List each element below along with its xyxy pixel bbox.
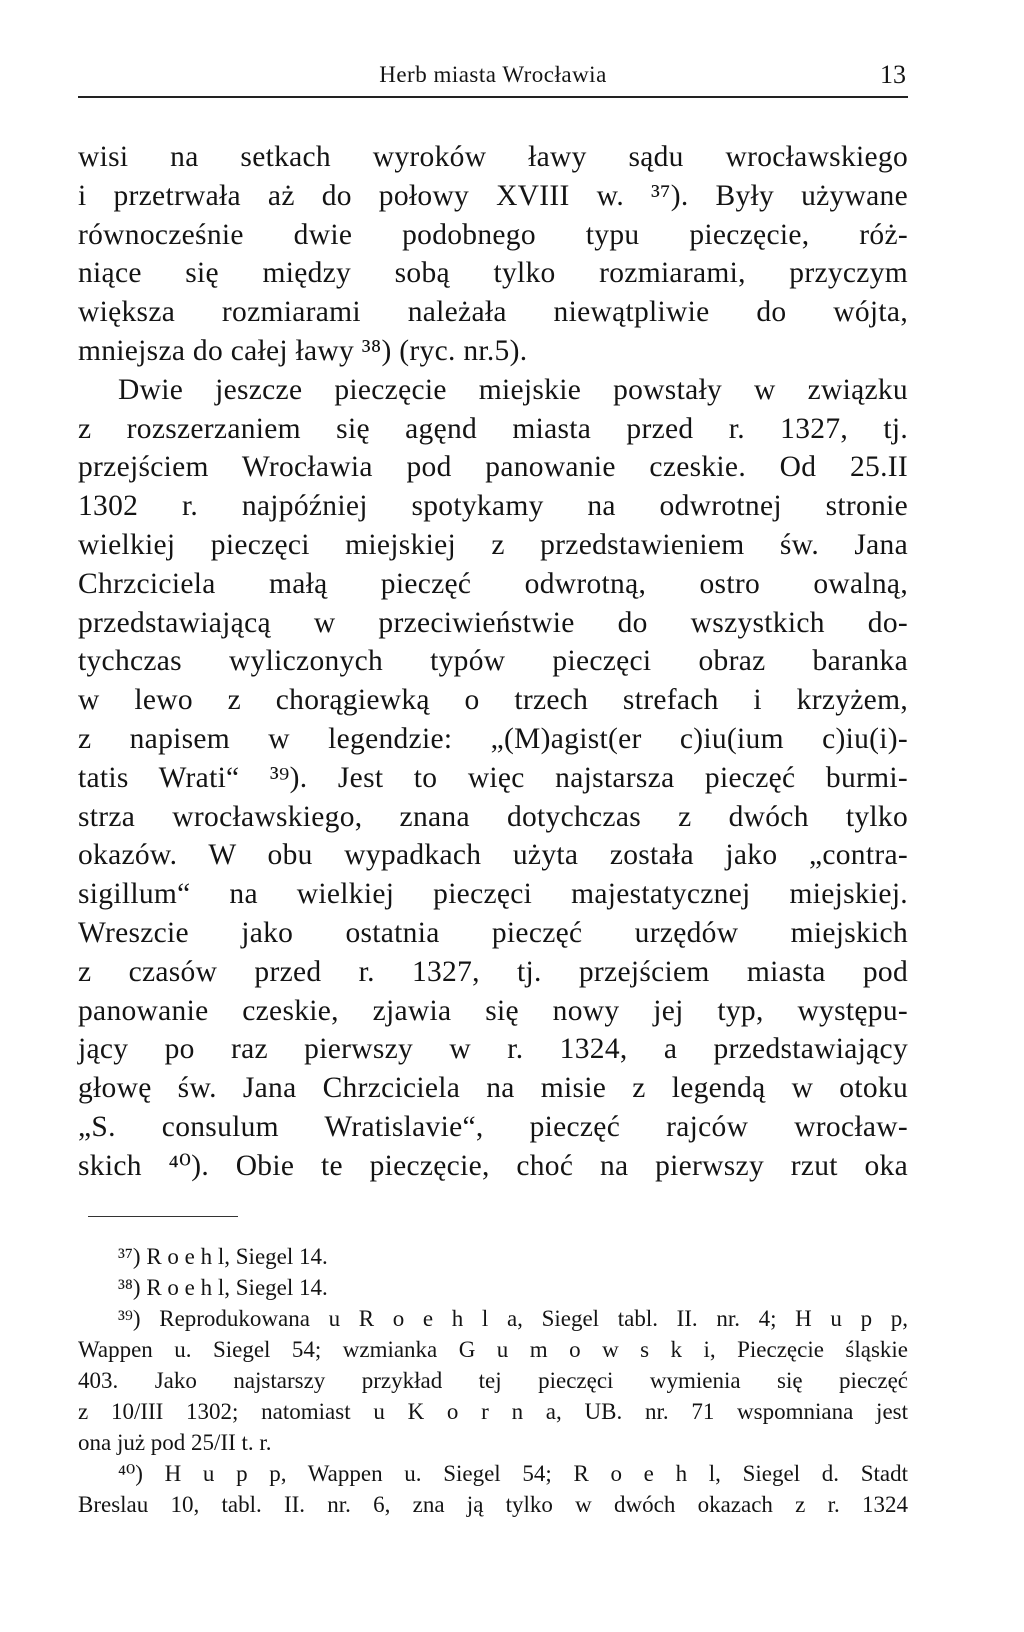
text-line: wielkiej pieczęci miejskiej z przedstawieniem św. Jana [78, 528, 908, 561]
text-line: Chrzciciela małą pieczęć odwrotną, ostro owalną, [78, 567, 908, 600]
footnotes [78, 1241, 908, 1520]
text-line: większa rozmiarami należała niewątpliwie do wójta, [78, 296, 908, 329]
footnote-39: ³⁹) Reprodukowana u R o e h l a, Siegel tabl. II. nr. 4; H u p p, [118, 1305, 908, 1331]
text-line: tychczas wyliczonych typów pieczęci obraz baranka [78, 645, 908, 678]
text-line: przejściem Wrocławia pod panowanie czeskie. Od 25.II [78, 451, 908, 484]
body-text [78, 138, 908, 1186]
text-line: tatis Wrati“ ³⁹). Jest to więc najstarsza pieczęć burmi- [78, 761, 908, 794]
text-line: wisi na setkach wyroków ławy sądu wrocławskiego [78, 141, 908, 173]
text-line: panowanie czeskie, zjawia się nowy jej typ, występu- [78, 994, 908, 1027]
text-line: okazów. W obu wypadkach użyta została jako „contra- [78, 839, 908, 872]
footnote-line: z 10/III 1302; natomiast u K o r n a, UB. nr. 71 wspomniana jest [78, 1398, 908, 1424]
text-line: Wreszcie jako ostatnia pieczęć urzędów miejskich [78, 916, 908, 949]
footnote-line: Wappen u. Siegel 54; wzmianka G u m o w s k i, Pieczęcie śląskie [78, 1336, 908, 1362]
text-line: „S. consulum Wratislavie“, pieczęć rajców wrocław- [78, 1110, 908, 1143]
footnote-40: ⁴⁰) H u p p, Wappen u. Siegel 54; R o e h l, Siegel d. Stadt [118, 1460, 908, 1486]
text-line: głowę św. Jana Chrzciciela na misie z legendą w otoku [78, 1072, 908, 1105]
text-line: 1302 r. najpóźniej spotykamy na odwrotnej stronie [78, 490, 908, 523]
book-page [78, 56, 908, 1520]
text-line: w lewo z chorągiewką o trzech strefach i krzyżem, [78, 684, 908, 717]
text-line: i przetrwała aż do połowy XVIII w. ³⁷). Były używane [78, 179, 908, 212]
page-header [78, 56, 908, 98]
text-line: niące się między sobą tylko rozmiarami, przyczym [78, 257, 908, 290]
footnote-line: ona już pod 25/II t. r. [78, 1429, 272, 1455]
text-line: równocześnie dwie podobnego typu pieczęcie, róż- [78, 218, 908, 251]
text-line: sigillum“ na wielkiej pieczęci majestatycznej miejskiej. [78, 878, 908, 911]
text-line: z czasów przed r. 1327, tj. przejściem miasta pod [78, 955, 908, 988]
text-line: z rozszerzaniem się agęnd miasta przed r. 1327, tj. [78, 412, 908, 445]
running-head: Herb miasta Wrocławia [379, 62, 607, 87]
text-line: strza wrocławskiego, znana dotychczas z dwóch tylko [78, 800, 908, 833]
footnote-38: ³⁸) R o e h l, Siegel 14. [118, 1274, 328, 1300]
footnote-line: 403. Jako najstarszy przykład tej pieczęci wymienia się pieczęć [78, 1367, 908, 1393]
footnote-separator [88, 1216, 238, 1217]
paragraph-start-line: Dwie jeszcze pieczęcie miejskie powstały w związku [118, 373, 908, 406]
footnote-37: ³⁷) R o e h l, Siegel 14. [118, 1243, 328, 1269]
text-line: jący po raz pierwszy w r. 1324, a przedstawiający [78, 1033, 908, 1066]
text-line: mniejsza do całej ławy ³⁸) (ryc. nr.5). [78, 334, 528, 367]
page-number: 13 [880, 60, 906, 89]
footnote-line: Breslau 10, tabl. II. nr. 6, zna ją tylko w dwóch okazach z r. 1324 [78, 1491, 908, 1517]
text-line: przedstawiającą w przeciwieństwie do wszystkich do- [78, 606, 908, 639]
text-line: skich ⁴⁰). Obie te pieczęcie, choć na pierwszy rzut oka [78, 1149, 908, 1182]
text-line: z napisem w legendzie: „(M)agist(er c)iu(ium c)iu(i)- [78, 722, 908, 755]
